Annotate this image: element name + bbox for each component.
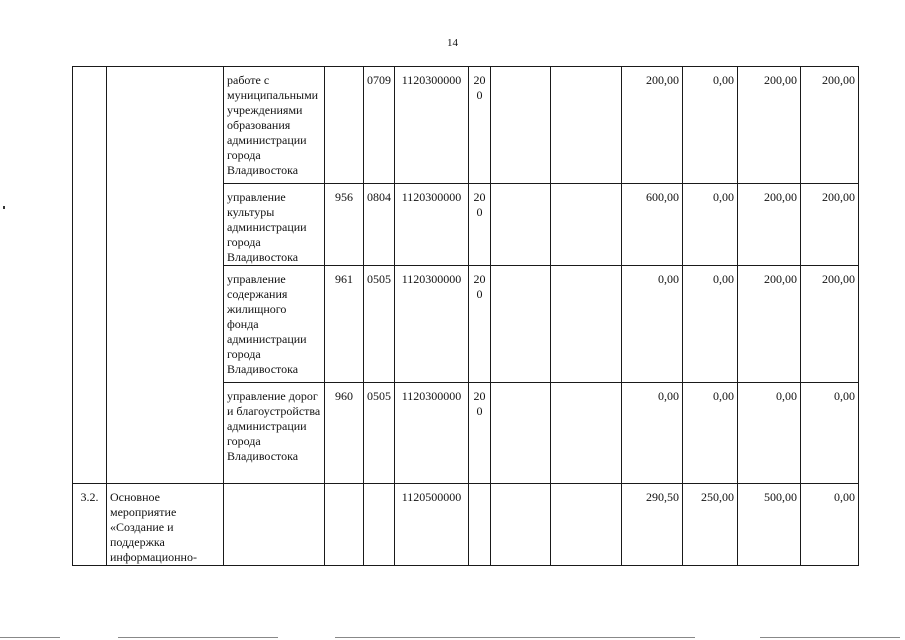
- value-cell: 0,00: [683, 266, 738, 383]
- value-cell: 200,00: [738, 67, 801, 184]
- executor-cell: управление культуры администрации города Владивостока: [224, 184, 325, 266]
- rzpr-cell: 0709: [364, 67, 395, 184]
- grbs-cell: 961: [325, 266, 364, 383]
- value-cell: 0,00: [683, 184, 738, 266]
- vr-cell: 200: [469, 266, 491, 383]
- executor-cell: работе с муниципальными учреждениями образования администрации города Владивостока: [224, 67, 325, 184]
- empty-cell: [551, 184, 622, 266]
- scan-edge-line: [118, 637, 278, 638]
- csr-cell: 1120300000: [395, 383, 469, 484]
- empty-cell: [491, 184, 551, 266]
- csr-cell: 1120300000: [395, 184, 469, 266]
- value-cell: 290,50: [622, 484, 683, 566]
- vr-cell: 200: [469, 383, 491, 484]
- value-cell: 200,00: [738, 266, 801, 383]
- table-row: [73, 484, 859, 566]
- empty-cell: [551, 383, 622, 484]
- value-cell: 0,00: [738, 383, 801, 484]
- scan-edge-line: [335, 637, 695, 638]
- grbs-cell: [325, 67, 364, 184]
- event-name-cell: Основное мероприятие «Создание и поддержка информационно-: [107, 484, 224, 566]
- value-cell: 0,00: [683, 383, 738, 484]
- value-cell: 200,00: [738, 184, 801, 266]
- vr-cell: [469, 484, 491, 566]
- executor-cell: управление содержания жилищного фонда администрации города Владивостока: [224, 266, 325, 383]
- executor-cell: [224, 484, 325, 566]
- empty-cell: [551, 484, 622, 566]
- empty-cell: [491, 266, 551, 383]
- value-cell: 0,00: [801, 484, 859, 566]
- vr-cell: 200: [469, 184, 491, 266]
- value-cell: 500,00: [738, 484, 801, 566]
- rzpr-cell: 0505: [364, 383, 395, 484]
- value-cell: 200,00: [622, 67, 683, 184]
- value-cell: 200,00: [801, 266, 859, 383]
- vr-cell: 200: [469, 67, 491, 184]
- value-cell: 600,00: [622, 184, 683, 266]
- rzpr-cell: 0804: [364, 184, 395, 266]
- empty-cell: [491, 484, 551, 566]
- empty-cell: [491, 383, 551, 484]
- empty-cell: [551, 67, 622, 184]
- value-cell: 0,00: [683, 67, 738, 184]
- empty-cell: [491, 67, 551, 184]
- grbs-cell: 960: [325, 383, 364, 484]
- grbs-cell: [325, 484, 364, 566]
- value-cell: 200,00: [801, 184, 859, 266]
- empty-cell: [551, 266, 622, 383]
- rzpr-cell: [364, 484, 395, 566]
- budget-table: [72, 66, 859, 566]
- scan-edge-line: [760, 637, 900, 638]
- event-name-cell: [107, 67, 224, 484]
- csr-cell: 1120500000: [395, 484, 469, 566]
- rzpr-cell: 0505: [364, 266, 395, 383]
- value-cell: 0,00: [622, 383, 683, 484]
- executor-cell: управление дорог и благоустройства администрации города Владивостока: [224, 383, 325, 484]
- value-cell: 0,00: [622, 266, 683, 383]
- item-number-cell: 3.2.: [73, 484, 107, 566]
- grbs-cell: 956: [325, 184, 364, 266]
- value-cell: 250,00: [683, 484, 738, 566]
- scan-edge-line: [0, 637, 60, 638]
- csr-cell: 1120300000: [395, 67, 469, 184]
- csr-cell: 1120300000: [395, 266, 469, 383]
- item-number-cell: [73, 67, 107, 484]
- page-number: 14: [447, 37, 458, 49]
- value-cell: 0,00: [801, 383, 859, 484]
- value-cell: 200,00: [801, 67, 859, 184]
- table-row: [73, 67, 859, 184]
- scan-speck: [3, 206, 5, 209]
